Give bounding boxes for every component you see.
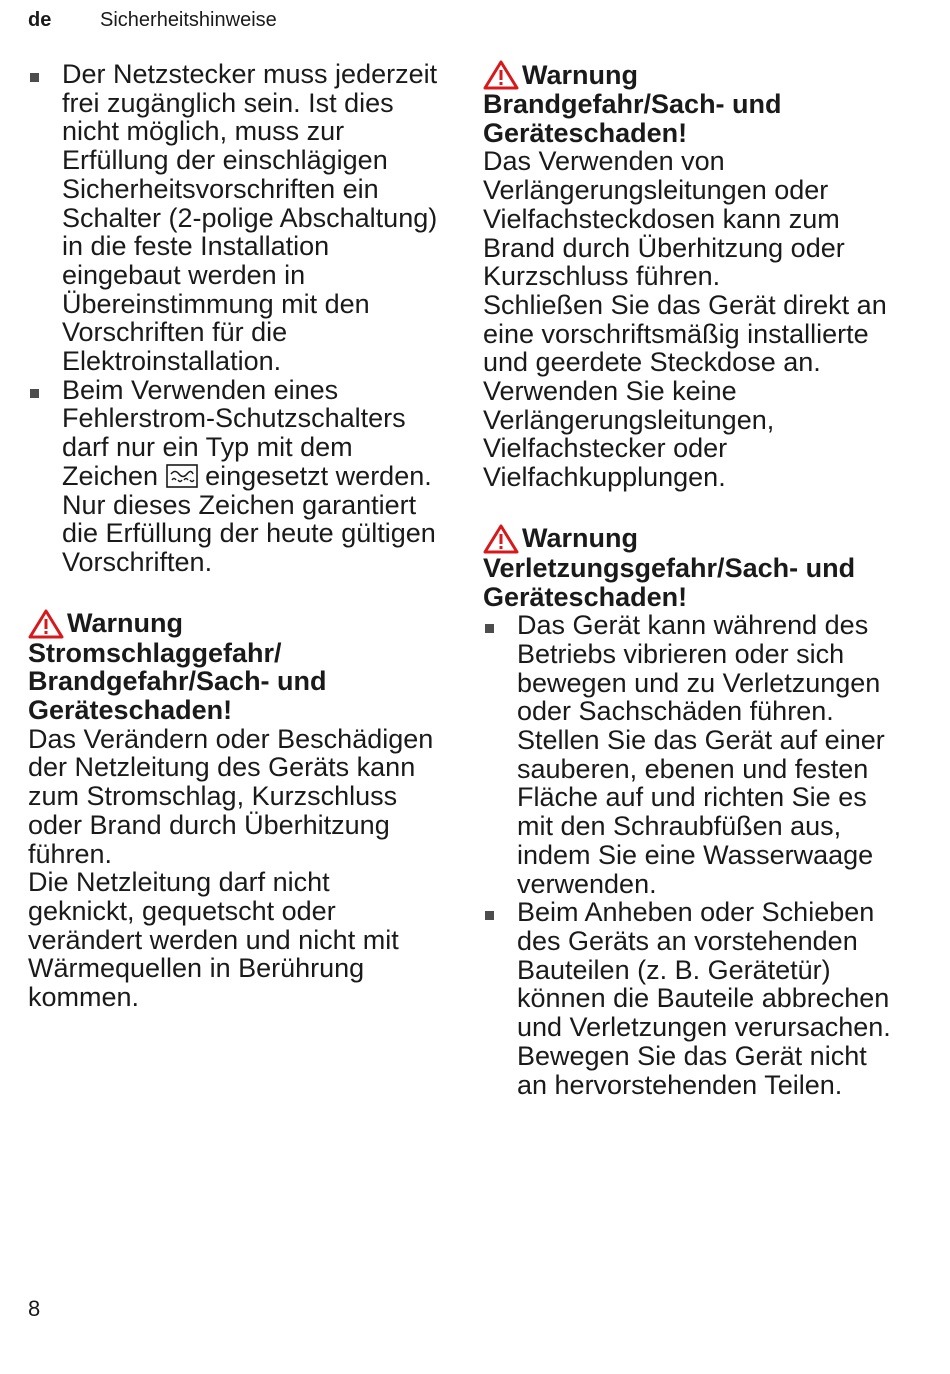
- warning-heading: Warnung: [28, 609, 443, 639]
- rcd-type-symbol-icon: [166, 464, 198, 488]
- warning-subtitle: Brandgefahr/Sach- und Geräteschaden!: [483, 89, 782, 148]
- left-bullet-list: [28, 60, 443, 577]
- warning-heading: Warnung: [483, 60, 903, 90]
- warning-triangle-icon: [28, 609, 64, 639]
- warning-subtitle: Verletzungsgefahr/Sach- und Geräteschaden!: [483, 552, 856, 612]
- list-item: Beim Anheben oder Schieben des Geräts an vorstehenden Bauteilen (z. B. Gerätetür) können die Bauteile abbrechen und Verletzungen verursachen. Bewegen Sie das Gerät nicht an hervorstehenden Teilen.: [483, 898, 903, 1099]
- warning-heading: Warnung: [483, 524, 903, 554]
- right-bullet-list: [483, 611, 903, 1099]
- right-column: [483, 60, 903, 1099]
- left-column: [28, 60, 443, 1012]
- warning-triangle-icon: [483, 524, 519, 554]
- page-header: [28, 8, 277, 32]
- warning-block-injury: [483, 524, 903, 1099]
- list-item: Beim Verwenden eines Fehlerstrom-Schutzschalters darf nur ein Typ mit dem Zeichen eingesetzt werden. Nur dieses Zeichen garantiert die Erfüllung der heute gültigen Vorschriften.: [28, 376, 443, 577]
- warning-paragraph: Das Verwenden von Verlängerungsleitungen oder Vielfachsteckdosen kann zum Brand durch Überhitzung oder Kurzschluss führen.: [483, 146, 845, 292]
- language-code: de: [28, 9, 52, 31]
- section-title: Sicherheitshinweise: [100, 9, 277, 31]
- warning-block-fire: [483, 60, 903, 492]
- warning-paragraph: Die Netzleitung darf nicht geknickt, gequetscht oder verändert werden und nicht mit Wärmequellen in Berührung kommen.: [28, 867, 399, 1013]
- list-item: Der Netzstecker muss jederzeit frei zugänglich sein. Ist dies nicht möglich, muss zur Erfüllung der einschlägigen Sicherheitsvorschriften ein Schalter (2-polige Abschaltung) in die feste Installation eingebaut werden in Übereinstimmung mit den Vorschriften für die Elektroinstallation.: [28, 60, 443, 376]
- list-item: Das Gerät kann während des Betriebs vibrieren oder sich bewegen und zu Verletzungen oder Sachschäden führen. Stellen Sie das Gerät auf einer sauberen, ebenen und festen Fläche auf und richten Sie es mit den Schraubfüßen aus, indem Sie eine Wasserwaage verwenden.: [483, 611, 903, 898]
- warning-paragraph: Das Verändern oder Beschädigen der Netzleitung des Geräts kann zum Stromschlag, Kurzschluss oder Brand durch Überhitzung führen.: [28, 723, 434, 869]
- warning-triangle-icon: [483, 60, 519, 90]
- warning-paragraph: Schließen Sie das Gerät direkt an eine vorschriftsmäßig installierte und geerdete Steckdose an. Verwenden Sie keine Verlängerungsleitungen, Vielfachstecker oder Vielfachkupplungen.: [483, 289, 887, 493]
- warning-block-electric: [28, 609, 443, 1012]
- warning-subtitle: Stromschlaggefahr/ Brandgefahr/Sach- und Geräteschaden!: [28, 637, 327, 726]
- page-number: 8: [28, 1296, 41, 1321]
